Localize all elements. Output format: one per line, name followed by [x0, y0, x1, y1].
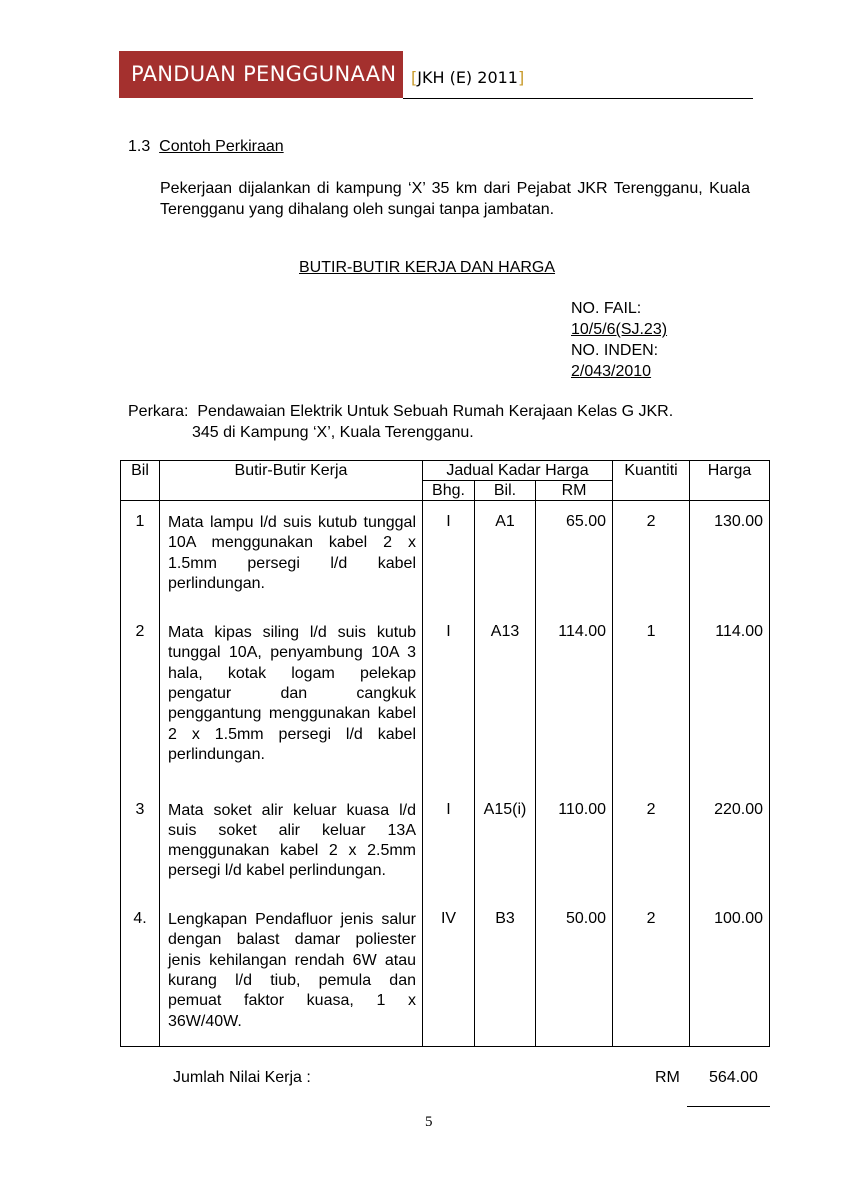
- header-rule: [403, 98, 753, 99]
- row-bhg: I: [423, 801, 475, 892]
- row-desc: Mata kipas siling l/d suis kutub tunggal 10A, penyambung 10A 3 hala, kotak logam pelekap pengatur dan cangkuk penggantung menggunakan kabel 2 x 1.5mm persegi l/d kabel perlindungan.: [160, 623, 423, 781]
- row-bil: 3: [121, 801, 160, 892]
- row-kuantiti: 2: [613, 509, 690, 604]
- row-desc: Mata lampu l/d suis kutub tunggal 10A menggunakan kabel 2 x 1.5mm persegi l/d kabel perlindungan.: [160, 509, 423, 604]
- row-rm: 110.00: [536, 801, 613, 892]
- col-header-kuantiti: Kuantiti: [613, 461, 690, 501]
- row-bil: 1: [121, 509, 160, 604]
- table-row: [121, 509, 770, 604]
- header-code-close: ]: [517, 68, 525, 87]
- row-harga: 114.00: [690, 623, 770, 781]
- row-bil: 2: [121, 623, 160, 781]
- row-kod: A13: [475, 623, 536, 781]
- table-row: [121, 623, 770, 781]
- total-value: 564.00: [709, 1069, 758, 1086]
- page-number: 5: [425, 1114, 433, 1130]
- inden-number-value: 2/043/2010: [571, 363, 652, 380]
- col-header-harga: Harga: [690, 461, 770, 501]
- perkara-line2: 345 di Kampung ‘X’, Kuala Terengganu.: [192, 424, 474, 441]
- section-title: Contoh Perkiraan: [159, 138, 284, 155]
- row-kuantiti: 1: [613, 623, 690, 781]
- col-header-butir: Butir-Butir Kerja: [160, 461, 423, 501]
- perkara-label: Perkara:: [128, 403, 189, 420]
- row-bhg: IV: [423, 910, 475, 1046]
- header-code-open: [: [411, 68, 418, 87]
- col-header-jadual: Jadual Kadar Harga: [423, 461, 613, 481]
- table-row: [121, 801, 770, 892]
- row-harga: 220.00: [690, 801, 770, 892]
- row-harga: 130.00: [690, 509, 770, 604]
- col-header-bil: Bil: [121, 461, 160, 501]
- section-number: 1.3: [128, 138, 151, 155]
- section-heading: [128, 138, 284, 156]
- perkara: [128, 401, 673, 443]
- row-kuantiti: 2: [613, 801, 690, 892]
- perkara-line1: Pendawaian Elektrik Untuk Sebuah Rumah Kerajaan Kelas G JKR.: [197, 403, 674, 420]
- file-number-value: 10/5/6(SJ.23): [571, 321, 668, 338]
- row-rm: 65.00: [536, 509, 613, 604]
- file-number-label: NO. FAIL:: [571, 300, 642, 317]
- row-bhg: I: [423, 623, 475, 781]
- row-kuantiti: 2: [613, 910, 690, 1046]
- row-desc: Mata soket alir keluar kuasa l/d suis soket alir keluar 13A menggunakan kabel 2 x 2.5mm persegi l/d kabel perlindungan.: [160, 801, 423, 892]
- row-harga: 100.00: [690, 910, 770, 1046]
- header-code: [411, 68, 524, 87]
- row-kod: A1: [475, 509, 536, 604]
- header-banner: [119, 51, 403, 98]
- work-items-table: [120, 460, 770, 1047]
- intro-paragraph: Pekerjaan dijalankan di kampung ‘X’ 35 km dari Pejabat JKR Terengganu, Kuala Terengganu yang dihalang oleh sungai tanpa jambatan.: [160, 180, 750, 218]
- row-bil: 4.: [121, 910, 160, 1046]
- page-heading: BUTIR-BUTIR KERJA DAN HARGA: [299, 259, 556, 276]
- total-rule: [687, 1106, 770, 1107]
- row-rm: 114.00: [536, 623, 613, 781]
- col-header-bil2: Bil.: [475, 481, 536, 501]
- file-info: [571, 298, 667, 382]
- row-kod: B3: [475, 910, 536, 1046]
- row-desc: Lengkapan Pendafluor jenis salur dengan balast damar poliester jenis kehilangan rendah 6W atau kurang l/d tiub, pemula dan pemuat faktor kuasa, 1 x 36W/40W.: [160, 910, 423, 1046]
- col-header-rm: RM: [536, 481, 613, 501]
- col-header-bhg: Bhg.: [423, 481, 475, 501]
- row-rm: 50.00: [536, 910, 613, 1046]
- table-row: [121, 910, 770, 1046]
- header-title: PANDUAN PENGGUNAAN: [131, 62, 397, 86]
- row-kod: A15(i): [475, 801, 536, 892]
- inden-number-label: NO. INDEN:: [571, 342, 659, 359]
- total-label: Jumlah Nilai Kerja :: [173, 1069, 311, 1086]
- total-currency: RM: [655, 1069, 680, 1086]
- header-code-text: JKH (E) 2011: [417, 68, 518, 87]
- row-bhg: I: [423, 509, 475, 604]
